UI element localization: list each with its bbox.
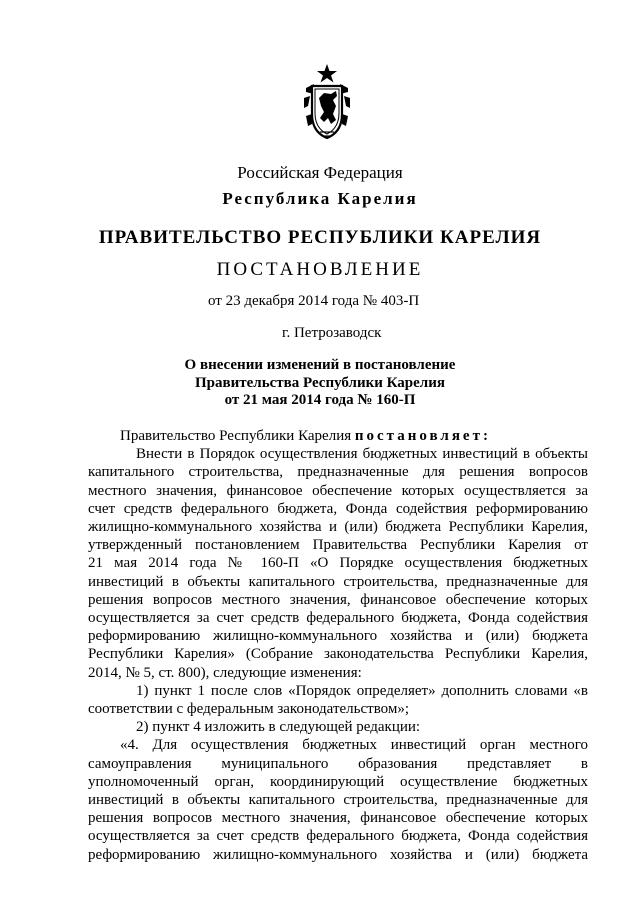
list-item-1-continued: соответствии с федеральным законодательством»; — [88, 701, 410, 718]
document-title-line-1: О внесении изменений в постановление — [184, 357, 456, 373]
government-name: ПРАВИТЕЛЬСТВО РЕСПУБЛИКИ КАРЕЛИЯ — [98, 227, 542, 248]
body-line: реформированию жилищно-коммунального хозяйства и (или) бюджета — [88, 628, 588, 645]
republic-name: Республика Карелия — [222, 189, 418, 208]
body-line: Республики Карелия» (Собрание законодательства Республики Карелия, — [88, 646, 588, 663]
body-line: инвестиций в объекты капитального строительства, предназначенные для — [88, 573, 588, 590]
intro-decree-word: постановляет: — [354, 428, 491, 444]
intro-paragraph — [88, 427, 588, 445]
document-title-line-2: Правительства Республики Карелия — [195, 375, 445, 391]
list-item-2: 2) пункт 4 изложить в следующей редакции: — [136, 719, 421, 736]
body-line: решения вопросов местного значения, финансовое обеспечение которых — [88, 591, 588, 608]
body-line: капитального строительства, предназначенные для решения вопросов — [88, 464, 588, 481]
quoted-paragraph-line: уполномоченный орган, координирующий осуществление бюджетных — [88, 773, 588, 790]
document-body — [88, 427, 588, 864]
karelia-coat-of-arms-icon — [300, 62, 354, 142]
quoted-paragraph-line: самоуправления муниципального образования представляет в — [88, 755, 588, 772]
body-line: осуществляется за счет средств федерального бюджета, Фонда содействия — [88, 610, 588, 627]
document-title-line-3: от 21 мая 2014 года № 160-П — [224, 392, 416, 408]
intro-prefix: Правительство Республики Карелия — [120, 428, 355, 444]
document-date-number: от 23 декабря 2014 года № 403-П — [208, 293, 420, 309]
body-line: местного значения, финансовое обеспечение которых осуществляется за — [88, 482, 588, 499]
body-line: жилищно-коммунального хозяйства и (или) бюджета Республики Карелия, — [88, 519, 588, 536]
quoted-paragraph-line: «4. Для осуществления бюджетных инвестиций орган местного — [120, 737, 588, 754]
country-name: Российская Федерация — [237, 163, 403, 182]
document-city: г. Петрозаводск — [282, 325, 382, 341]
body-line: счет средств федерального бюджета, Фонда содействия реформированию — [88, 500, 588, 517]
quoted-paragraph-line: реформированию жилищно-коммунального хозяйства и (или) бюджета — [88, 846, 588, 863]
quoted-paragraph-line: инвестиций в объекты капитального строительства, предназначенные для — [88, 792, 588, 809]
quoted-paragraph-line: осуществляется за счет средств федерального бюджета, Фонда содействия — [88, 828, 588, 845]
quoted-paragraph-line: решения вопросов местного значения, финансовое обеспечение которых — [88, 810, 588, 827]
body-line: 21 мая 2014 года № 160-П «О Порядке осуществления бюджетных — [88, 555, 588, 572]
body-line: утвержденный постановлением Правительства Республики Карелия от — [88, 537, 588, 554]
list-item-1: 1) пункт 1 после слов «Порядок определяет» дополнить словами «в — [136, 682, 588, 699]
body-line: 2014, № 5, ст. 800), следующие изменения: — [88, 664, 362, 681]
document-type: ПОСТАНОВЛЕНИЕ — [216, 259, 424, 280]
body-line: Внести в Порядок осуществления бюджетных инвестиций в объекты — [136, 446, 588, 463]
